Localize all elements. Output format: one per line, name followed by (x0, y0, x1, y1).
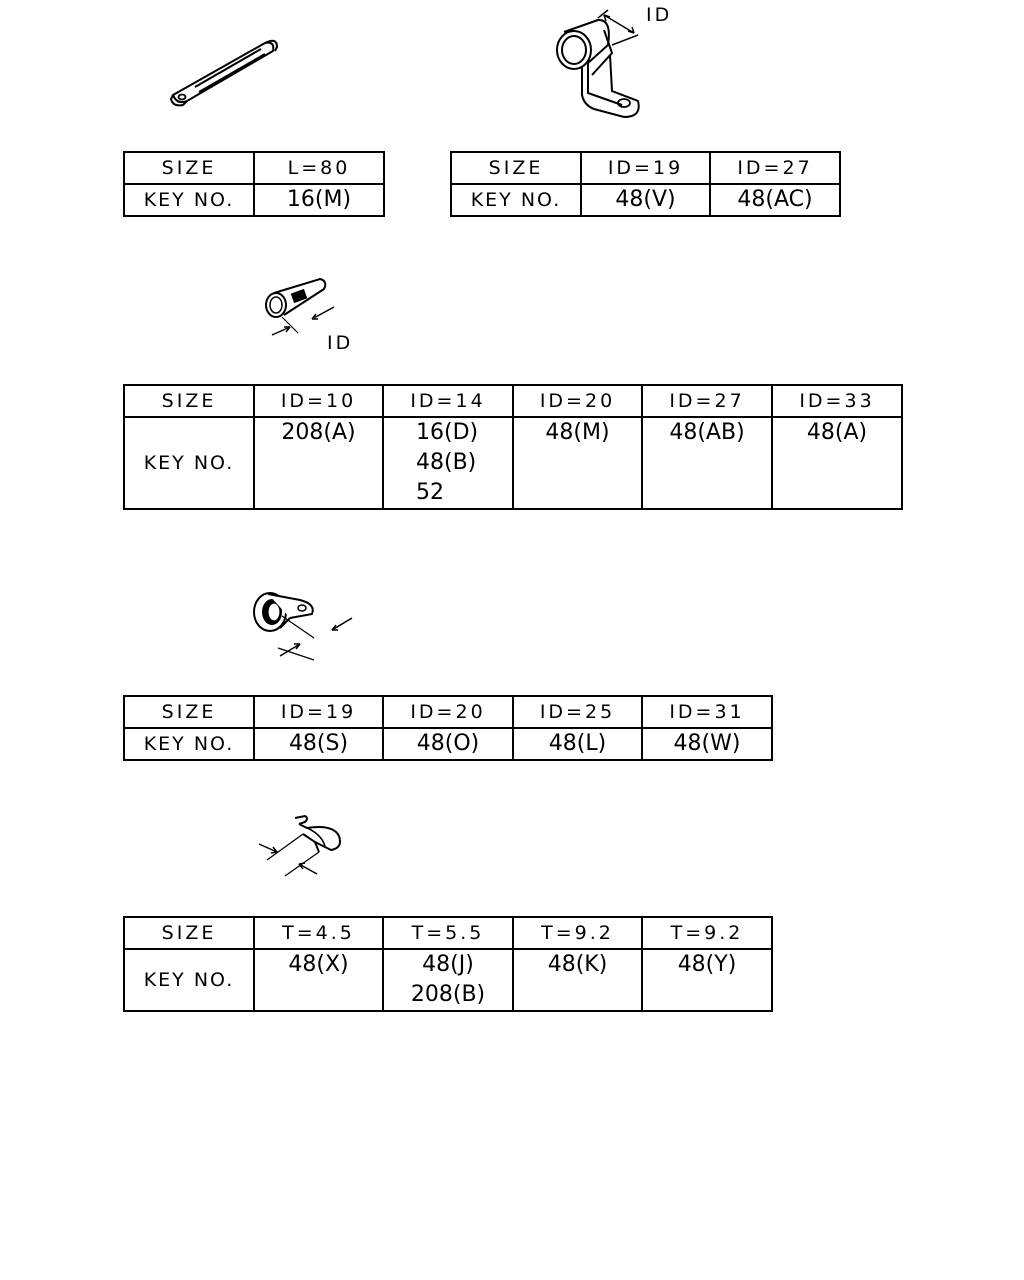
clamp-table (450, 151, 841, 217)
size-value: T=4.5 (254, 917, 383, 949)
table-row (124, 184, 384, 216)
clip-illustration (255, 812, 350, 882)
table-row (124, 417, 902, 509)
key-no-line: 48(K) (547, 952, 608, 977)
table-row (124, 152, 384, 184)
size-value: ID=31 (642, 696, 772, 728)
size-value: ID=27 (642, 385, 772, 417)
key-no-label: KEY NO. (124, 184, 254, 216)
key-no-value (254, 949, 383, 1011)
table-row (124, 385, 902, 417)
size-label: SIZE (124, 152, 254, 184)
key-no-line: 48(X) (288, 952, 349, 977)
table-row (124, 728, 772, 760)
table-row (451, 184, 840, 216)
clip-table (123, 916, 773, 1012)
key-no-line: 16(D) (416, 420, 479, 445)
key-no-value: 16(M) (254, 184, 384, 216)
key-no-line: 48(A) (806, 420, 868, 445)
dimension-label: ID (327, 332, 354, 354)
strap-table (123, 151, 385, 217)
key-no-value: 48(V) (581, 184, 710, 216)
size-value: ID=27 (710, 152, 840, 184)
size-value: ID=20 (513, 385, 642, 417)
table-row (124, 696, 772, 728)
size-value: ID=14 (383, 385, 513, 417)
size-value: ID=19 (581, 152, 710, 184)
size-label: SIZE (451, 152, 581, 184)
size-value: ID=19 (254, 696, 383, 728)
key-no-value: 48(L) (513, 728, 642, 760)
strap-illustration (165, 35, 280, 110)
key-no-line: 48(J) (422, 952, 474, 977)
size-value: T=5.5 (383, 917, 513, 949)
key-no-value: 48(O) (383, 728, 513, 760)
p-clamp-illustration (250, 588, 360, 663)
key-no-value (513, 949, 642, 1011)
size-label: SIZE (124, 385, 254, 417)
key-no-line: 48(M) (545, 420, 610, 445)
hose-clamp-table (123, 384, 903, 510)
key-no-value (383, 417, 513, 509)
size-value: ID=20 (383, 696, 513, 728)
key-no-line: 52 (416, 480, 444, 505)
clamp-illustration (552, 5, 702, 120)
key-no-value: 48(AC) (710, 184, 840, 216)
key-no-line: 48(AB) (669, 420, 745, 445)
key-no-line: 48(Y) (677, 952, 737, 977)
key-no-value: 48(S) (254, 728, 383, 760)
key-no-line: 48(B) (416, 450, 477, 475)
size-value: T=9.2 (513, 917, 642, 949)
size-value: ID=33 (772, 385, 902, 417)
p-clamp-table (123, 695, 773, 761)
key-no-label: KEY NO. (451, 184, 581, 216)
table-row (124, 949, 772, 1011)
size-value: L=80 (254, 152, 384, 184)
key-no-value (642, 417, 772, 509)
size-value: ID=10 (254, 385, 383, 417)
key-no-value (254, 417, 383, 509)
key-no-line: 208(B) (410, 982, 486, 1007)
key-no-label: KEY NO. (124, 949, 254, 1011)
key-no-value (772, 417, 902, 509)
key-no-value (513, 417, 642, 509)
key-no-value: 48(W) (642, 728, 772, 760)
size-value: T=9.2 (642, 917, 772, 949)
key-no-line: 208(A) (281, 420, 356, 445)
dimension-label: ID (646, 4, 673, 26)
key-no-value (383, 949, 513, 1011)
key-no-value (642, 949, 772, 1011)
size-label: SIZE (124, 917, 254, 949)
key-no-label: KEY NO. (124, 728, 254, 760)
table-row (124, 917, 772, 949)
size-value: ID=25 (513, 696, 642, 728)
size-label: SIZE (124, 696, 254, 728)
table-row (451, 152, 840, 184)
key-no-label: KEY NO. (124, 417, 254, 509)
